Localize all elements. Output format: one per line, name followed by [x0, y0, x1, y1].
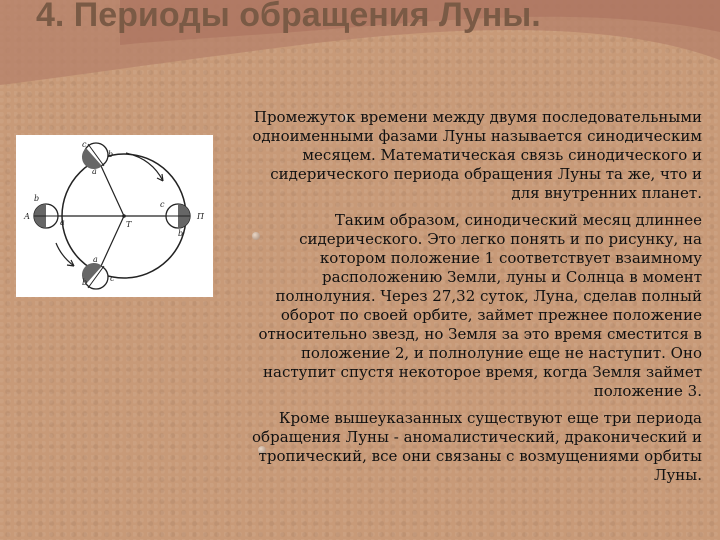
paragraph-explanation: Таким образом, синодический месяц длиннее сидерического. Это легко понять и по рисунку, на котором положение 1 соответствует взаимному расположению Земли, луны и Солнца в момент полнолуния. Через 27,32 суток, Луна, сделав полный оборот по своей орбите, займет прежнее положение относительно звезд, но Земля за это время сместится в положение 2, и полнолуние еще не наступит. Оно наступит спустя некоторое время, когда Земля займет положение 3.	[258, 211, 702, 400]
label-A: А	[24, 212, 31, 221]
body-left	[34, 204, 58, 228]
label-c-top: с	[82, 140, 87, 149]
body-right	[166, 204, 190, 228]
text-body	[250, 108, 702, 493]
paragraph-synodic-month: Промежуток времени между двумя последовательными одноименными фазами Луны называется синодическим месяцем. Математическая связь синодического и сидерического периода обращения Луны та же, что и для внутренних планет.	[252, 108, 702, 202]
label-P: П	[197, 212, 204, 221]
label-b-top: b	[108, 150, 114, 159]
label-c-right: с	[160, 200, 165, 209]
label-a-bottom: а	[93, 255, 98, 264]
label-b-left: b	[34, 194, 40, 203]
page-title: 4. Периоды обращения Луны.	[36, 0, 541, 34]
label-b-right: b	[178, 229, 184, 238]
paragraph-other-periods: Кроме вышеуказанных существуют еще три периода обращения Луны - аномалистический, драконический и тропический, все они связаны с возмущениями орбиты Луны.	[252, 409, 702, 484]
moon-orbit-diagram	[16, 135, 213, 297]
label-a-left: а	[60, 218, 65, 227]
label-b-bottom: b	[82, 278, 88, 287]
label-a-top: а	[92, 167, 97, 176]
label-c-bottom: с	[110, 274, 115, 283]
label-T: Т	[126, 220, 132, 229]
